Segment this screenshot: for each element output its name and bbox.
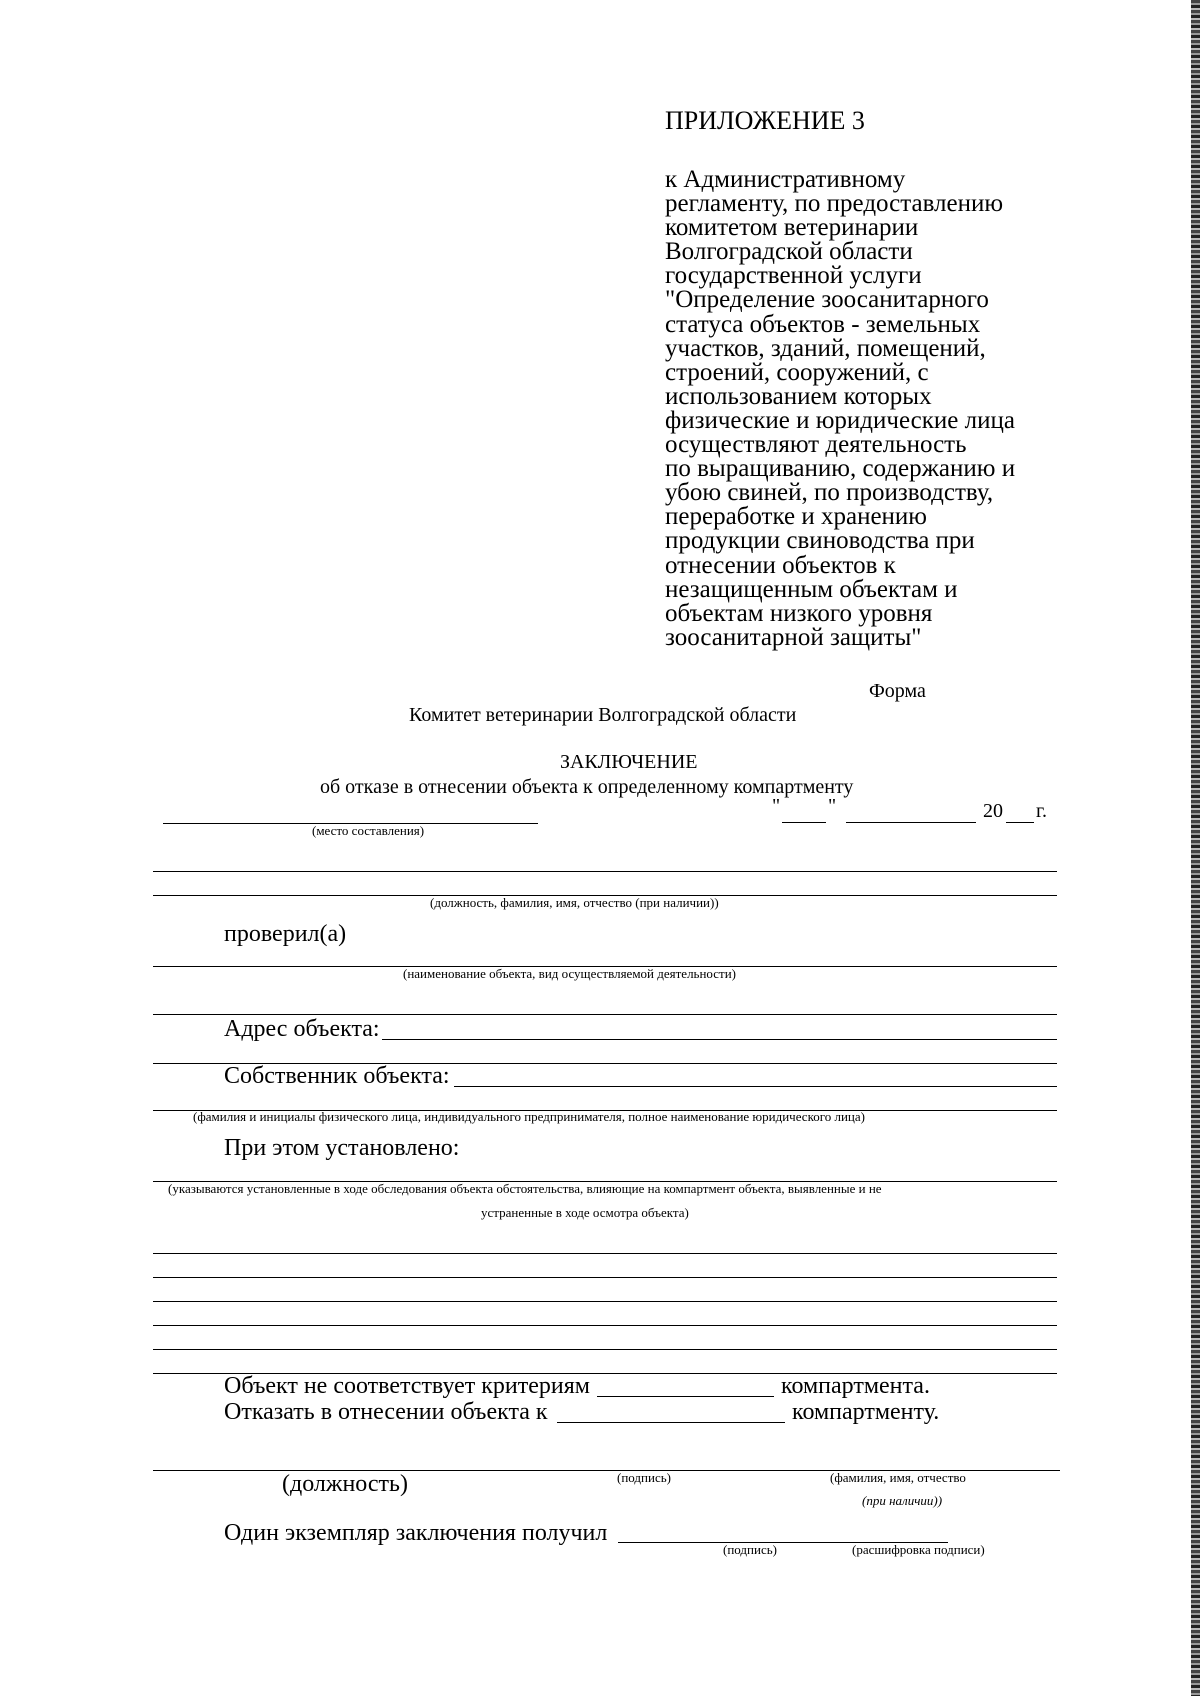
form-label: Форма [869,680,926,702]
official-line-1[interactable] [153,871,1057,872]
appendix-title: ПРИЛОЖЕНИЕ 3 [665,106,865,135]
appendix-line: по выращиванию, содержанию и [665,455,1016,483]
date-open-quote: " [772,795,781,817]
place-caption: (место составления) [312,823,425,838]
owner-label: Собственник объекта: [224,1063,450,1089]
findings-line-2[interactable] [153,1277,1057,1278]
appendix-line: комитетом ветеринарии [665,214,919,242]
appendix-line: убою свиней, по производству, [665,479,994,507]
established-caption-2: устраненные в ходе осмотра объекта) [481,1205,689,1220]
object-name-caption: (наименование объекта, вид осуществляемой деятельности) [403,966,736,981]
appendix-line: переработке и хранению [665,503,927,531]
appendix-line: осуществляют деятельность [665,431,967,459]
checked-label: проверил(а) [224,921,347,947]
findings-line-5[interactable] [153,1349,1057,1350]
appendix-line: зоосанитарной защиты" [665,623,922,651]
official-caption: (должность, фамилия, имя, отчество (при наличии)) [430,895,719,910]
appendix-line: к Административному [665,166,906,193]
appendix-line: отнесении объектов к [665,551,896,579]
address-field-line[interactable] [382,1039,1057,1040]
date-year-prefix: 20 [983,800,1003,822]
established-label: При этом установлено: [224,1135,460,1161]
criteria-field-line[interactable] [597,1396,774,1397]
appendix-line: регламенту, по предоставлению [665,190,1004,218]
date-close-quote: " [828,795,837,817]
appendix-line: статуса объектов - земельных [665,310,981,338]
document-title: ЗАКЛЮЧЕНИЕ [560,751,698,773]
findings-line-4[interactable] [153,1325,1057,1326]
not-meet-text: Объект не соответствует критериям [224,1373,590,1399]
appendix-line: физические и юридические лица [665,406,1015,434]
owner-details-caption: (фамилия и инициалы физического лица, индивидуального предпринимателя, полное наименование юридического лица) [193,1109,865,1124]
appendix-line: незащищенным объектам и [665,575,958,603]
compartment-field-line[interactable] [557,1422,785,1423]
appendix-line: участков, зданий, помещений, [665,334,986,362]
scan-edge [1191,0,1200,1696]
signature-caption: (подпись) [617,1470,671,1485]
date-month-line[interactable] [846,822,976,823]
appendix-line: государственной услуги [665,262,922,290]
fio-caption-1: (фамилия, имя, отчество [830,1470,966,1485]
date-day-line[interactable] [782,822,826,823]
appendix-line: Волгоградской области [665,238,913,266]
appendix-text [665,168,1085,650]
address-label: Адрес объекта: [224,1016,380,1042]
committee-name: Комитет ветеринарии Волгоградской области [409,704,797,726]
not-meet-text-end: компартмента. [781,1373,930,1399]
established-caption-1: (указываются установленные в ходе обследования объекта обстоятельства, влияющие на компартмент объекта, выявленные и не [168,1181,882,1196]
findings-line-3[interactable] [153,1301,1057,1302]
date-year-line[interactable] [1006,822,1034,823]
received-signature-caption: (подпись) [723,1542,777,1557]
refuse-text: Отказать в отнесении объекта к [224,1399,548,1425]
fio-caption-2: (при наличии)) [862,1493,943,1508]
position-label: (должность) [282,1471,408,1497]
appendix-line: объектам низкого уровня [665,599,933,627]
date-year-suffix: г. [1036,800,1047,822]
object-name-line-2[interactable] [153,1014,1057,1015]
document-subtitle: об отказе в отнесении объекта к определенному компартменту [320,776,854,798]
appendix-line: строений, сооружений, с [665,358,929,386]
findings-line-1[interactable] [153,1253,1057,1254]
signature-decode-caption: (расшифровка подписи) [852,1542,985,1557]
appendix-line: использованием которых [665,382,932,410]
refuse-text-end: компартменту. [792,1399,940,1425]
owner-field-line[interactable] [454,1086,1057,1087]
received-label: Один экземпляр заключения получил [224,1520,608,1546]
appendix-line: продукции свиноводства при [665,527,975,555]
appendix-line: "Определение зоосанитарного [665,286,989,314]
